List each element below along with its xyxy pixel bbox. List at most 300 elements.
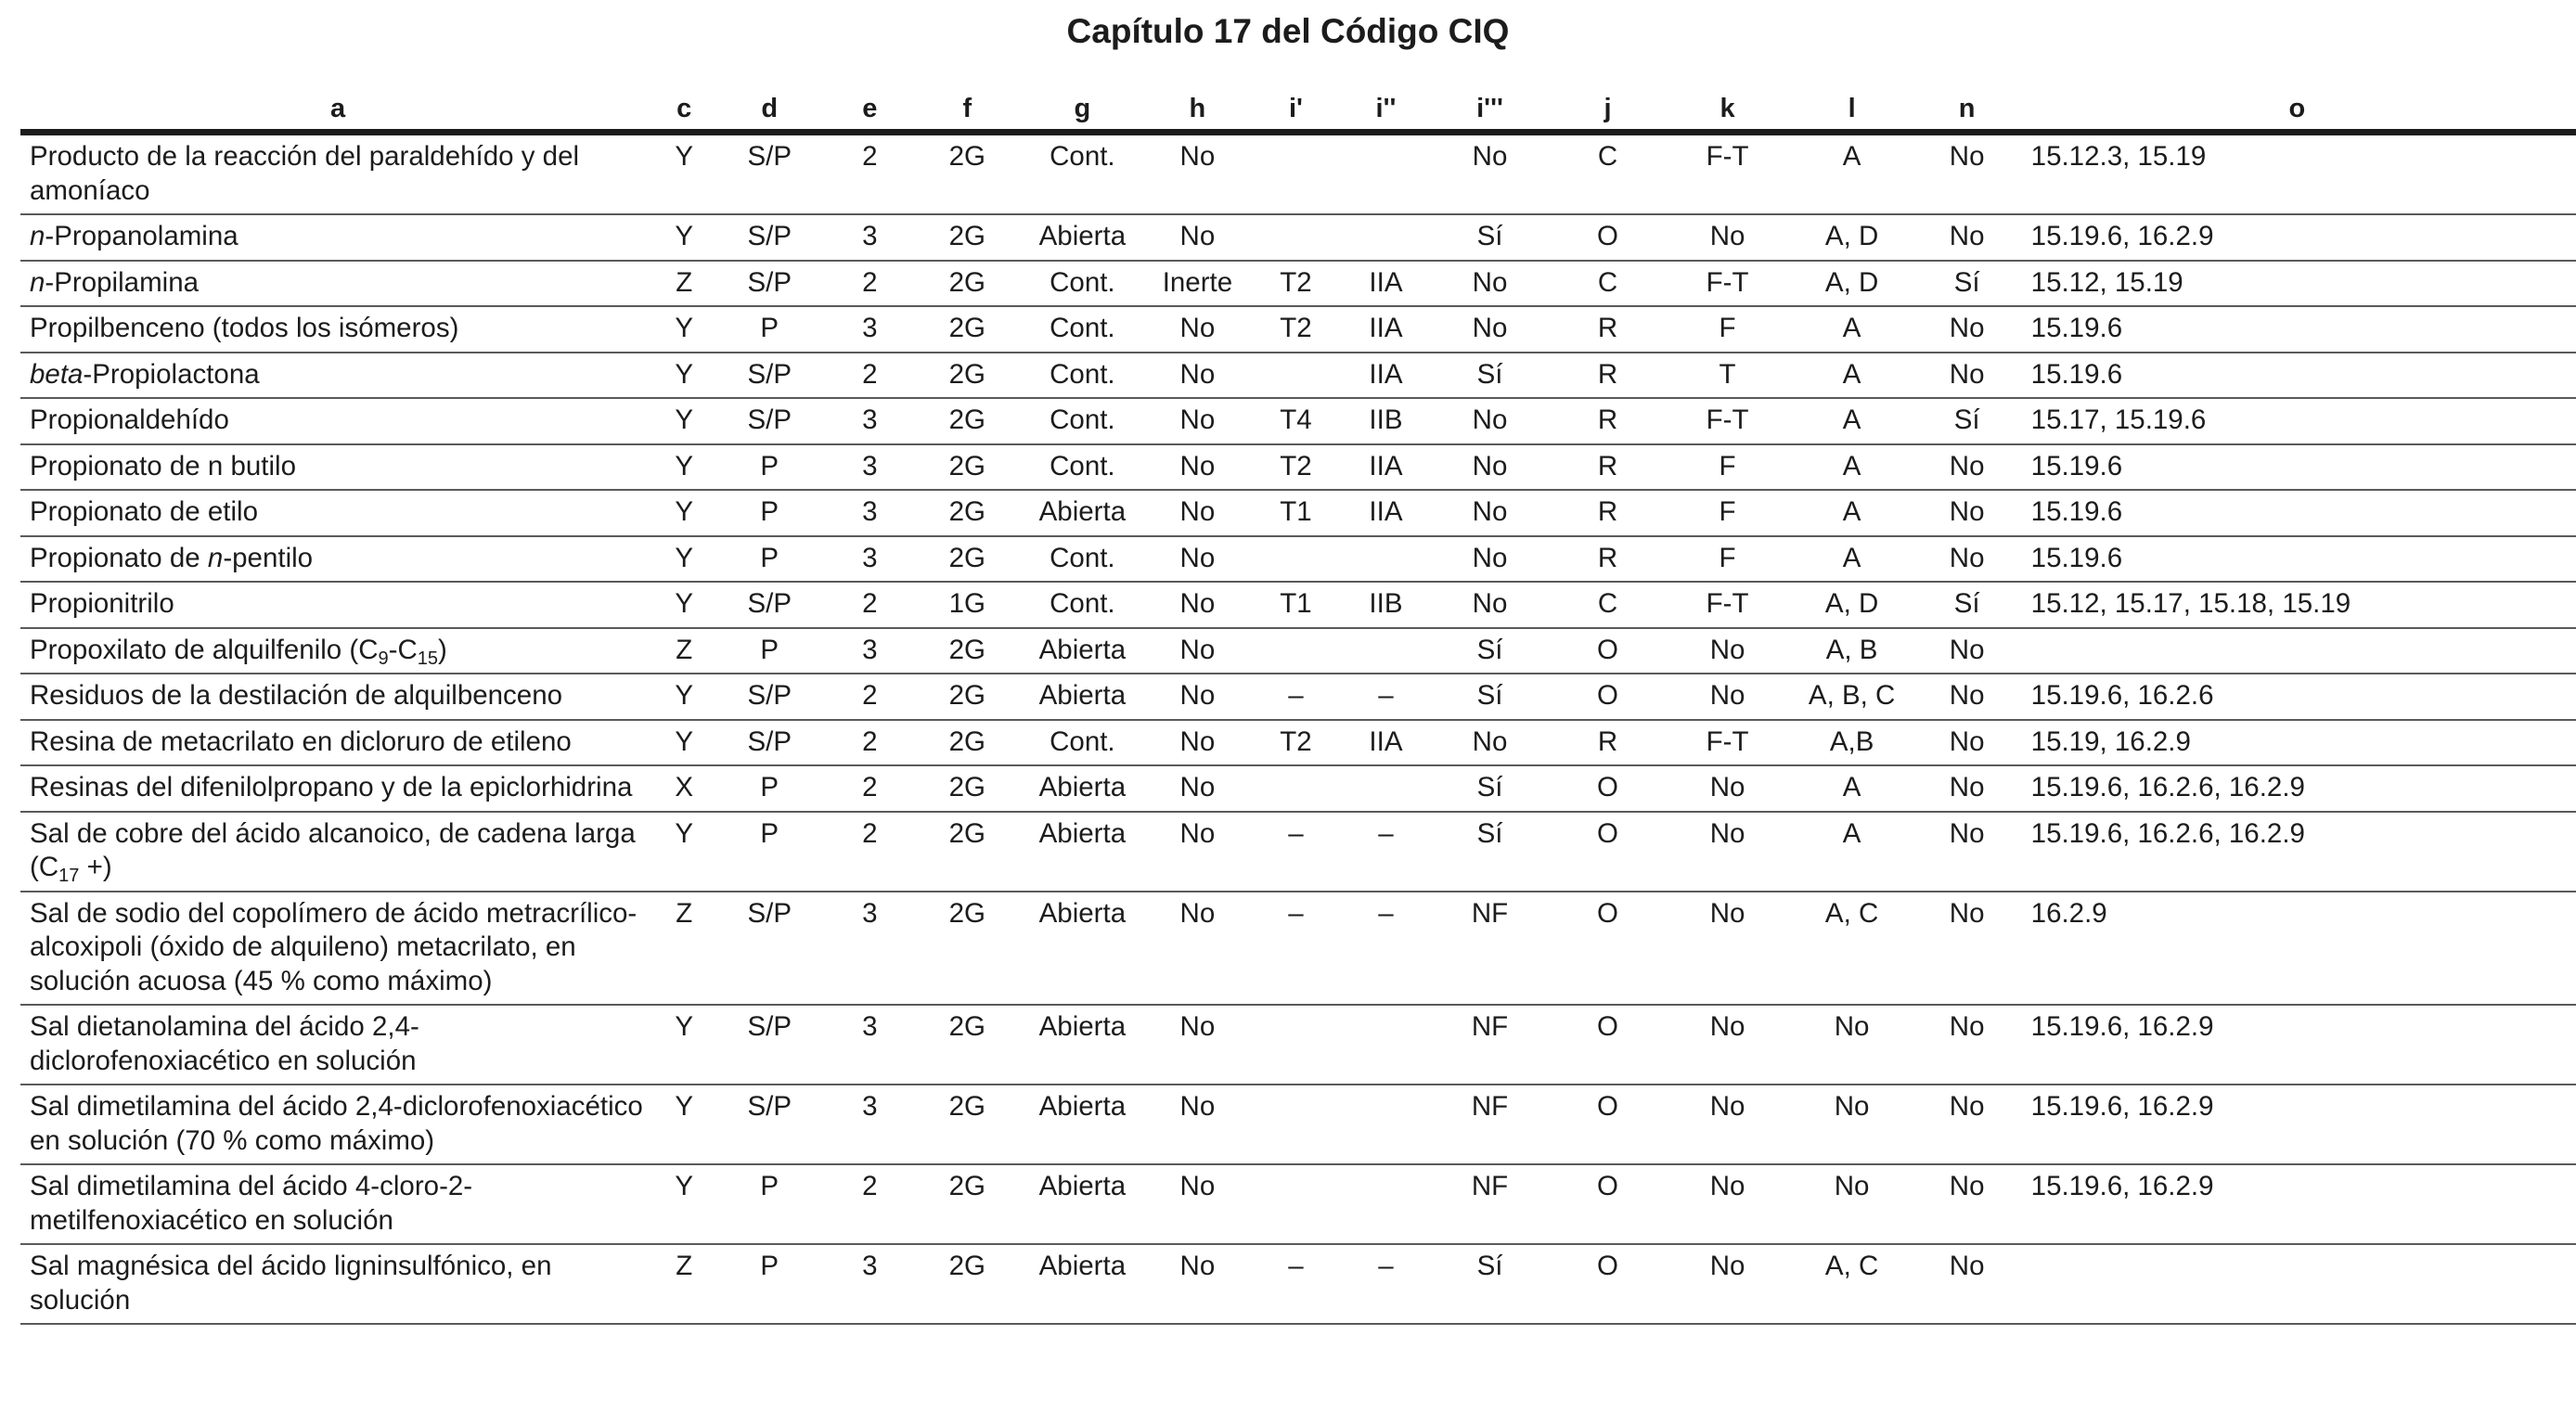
table-cell-i1 [1251, 536, 1340, 583]
table-cell-j: O [1549, 628, 1668, 674]
table-cell-j: R [1549, 353, 1668, 399]
table-cell-n: No [1916, 353, 2018, 399]
table-cell-h: Inerte [1143, 261, 1251, 307]
table-cell-g: Cont. [1021, 444, 1143, 491]
table-cell-i1 [1251, 353, 1340, 399]
table-cell-i2 [1340, 1005, 1431, 1085]
table-cell-f: 2G [913, 720, 1021, 766]
table-cell-i3: Sí [1431, 214, 1548, 261]
table-cell-n: No [1916, 133, 2018, 215]
table-cell-h: No [1143, 353, 1251, 399]
product-name-cell: Sal dietanolamina del ácido 2,4-diclorofenoxiacético en solución [20, 1005, 655, 1085]
table-cell-j: C [1549, 133, 1668, 215]
table-cell-l: A [1788, 812, 1916, 892]
table-cell-c: Y [655, 306, 713, 353]
table-cell-i1 [1251, 133, 1340, 215]
table-cell-i1: – [1251, 892, 1340, 1006]
table-cell-i1: T1 [1251, 490, 1340, 536]
table-row [20, 628, 2576, 674]
table-cell-g: Abierta [1021, 1005, 1143, 1085]
table-cell-i2: IIA [1340, 306, 1431, 353]
table-cell-l: A [1788, 398, 1916, 444]
product-name-cell: Sal dimetilamina del ácido 2,4-diclorofenoxiacético en solución (70 % como máximo) [20, 1085, 655, 1164]
table-cell-c: Z [655, 892, 713, 1006]
product-name-cell: Producto de la reacción del paraldehído y del amoníaco [20, 133, 655, 215]
regulation-refs-cell: 15.19.6 [2018, 444, 2576, 491]
table-cell-i3: No [1431, 720, 1548, 766]
table-cell-i1 [1251, 214, 1340, 261]
table-cell-l: A [1788, 353, 1916, 399]
table-row [20, 353, 2576, 399]
table-cell-j: R [1549, 398, 1668, 444]
product-name-cell: Propionato de etilo [20, 490, 655, 536]
table-cell-f: 2G [913, 214, 1021, 261]
table-cell-e: 3 [826, 892, 913, 1006]
table-cell-i2 [1340, 628, 1431, 674]
table-cell-d: P [713, 1164, 826, 1244]
column-header: i'' [1340, 83, 1431, 133]
cargo-table [20, 83, 2576, 1325]
regulation-refs-cell: 15.19.6, 16.2.6, 16.2.9 [2018, 812, 2576, 892]
table-header-row [20, 83, 2576, 133]
column-header: d [713, 83, 826, 133]
table-cell-j: C [1549, 582, 1668, 628]
table-cell-i3: Sí [1431, 353, 1548, 399]
table-body [20, 133, 2576, 1325]
table-cell-h: No [1143, 490, 1251, 536]
table-cell-j: O [1549, 765, 1668, 812]
table-cell-i3: No [1431, 261, 1548, 307]
table-cell-i2: IIA [1340, 261, 1431, 307]
table-cell-n: No [1916, 674, 2018, 720]
table-cell-i2: – [1340, 1244, 1431, 1324]
table-cell-f: 2G [913, 490, 1021, 536]
table-cell-c: Y [655, 1005, 713, 1085]
regulation-refs-cell: 15.19.6, 16.2.9 [2018, 214, 2576, 261]
table-cell-d: P [713, 628, 826, 674]
table-cell-d: P [713, 765, 826, 812]
product-name-cell: Sal magnésica del ácido ligninsulfónico, en solución [20, 1244, 655, 1324]
table-row [20, 582, 2576, 628]
table-cell-l: A, C [1788, 1244, 1916, 1324]
table-cell-f: 2G [913, 398, 1021, 444]
product-name-cell: Sal de sodio del copolímero de ácido metracrílico-alcoxipoli (óxido de alquileno) metacrilato, en solución acuosa (45 % como máximo) [20, 892, 655, 1006]
table-cell-c: Y [655, 214, 713, 261]
table-cell-d: P [713, 1244, 826, 1324]
table-cell-h: No [1143, 214, 1251, 261]
table-cell-d: P [713, 306, 826, 353]
table-row [20, 214, 2576, 261]
table-cell-f: 2G [913, 133, 1021, 215]
table-cell-d: S/P [713, 353, 826, 399]
table-cell-c: Y [655, 1164, 713, 1244]
table-cell-k: No [1668, 674, 1788, 720]
product-name-cell: n-Propilamina [20, 261, 655, 307]
table-cell-j: O [1549, 1244, 1668, 1324]
table-row [20, 812, 2576, 892]
table-row [20, 398, 2576, 444]
table-cell-i1 [1251, 765, 1340, 812]
table-cell-l: A, B [1788, 628, 1916, 674]
table-cell-n: No [1916, 536, 2018, 583]
table-cell-k: No [1668, 1164, 1788, 1244]
table-cell-i1: T1 [1251, 582, 1340, 628]
table-cell-h: No [1143, 133, 1251, 215]
table-cell-i2 [1340, 536, 1431, 583]
table-cell-k: No [1668, 812, 1788, 892]
table-cell-h: No [1143, 812, 1251, 892]
table-cell-i2 [1340, 1164, 1431, 1244]
column-header: n [1916, 83, 2018, 133]
table-cell-i3: No [1431, 306, 1548, 353]
page-title: Capítulo 17 del Código CIQ [1066, 12, 1510, 50]
table-cell-j: O [1549, 812, 1668, 892]
table-cell-h: No [1143, 536, 1251, 583]
table-cell-g: Cont. [1021, 582, 1143, 628]
table-cell-i1 [1251, 1005, 1340, 1085]
table-cell-g: Cont. [1021, 353, 1143, 399]
table-cell-i3: No [1431, 444, 1548, 491]
table-cell-h: No [1143, 1085, 1251, 1164]
table-cell-e: 3 [826, 628, 913, 674]
table-cell-g: Cont. [1021, 536, 1143, 583]
table-cell-k: F [1668, 536, 1788, 583]
table-cell-l: A, D [1788, 582, 1916, 628]
regulation-refs-cell: 15.19.6 [2018, 353, 2576, 399]
table-cell-i3: Sí [1431, 1244, 1548, 1324]
table-cell-f: 2G [913, 765, 1021, 812]
table-row [20, 1085, 2576, 1164]
table-cell-f: 2G [913, 1085, 1021, 1164]
table-cell-i1: T2 [1251, 306, 1340, 353]
table-cell-d: S/P [713, 892, 826, 1006]
table-cell-e: 2 [826, 1164, 913, 1244]
column-header: i' [1251, 83, 1340, 133]
table-cell-n: No [1916, 1164, 2018, 1244]
table-cell-g: Abierta [1021, 674, 1143, 720]
table-cell-h: No [1143, 582, 1251, 628]
table-cell-i3: NF [1431, 1005, 1548, 1085]
product-name-cell: Sal dimetilamina del ácido 4-cloro-2-metilfenoxiacético en solución [20, 1164, 655, 1244]
table-cell-i1: T2 [1251, 261, 1340, 307]
table-cell-i2: IIB [1340, 398, 1431, 444]
column-header: a [20, 83, 655, 133]
table-cell-j: O [1549, 674, 1668, 720]
product-name-cell: Propionitrilo [20, 582, 655, 628]
table-cell-g: Abierta [1021, 628, 1143, 674]
table-cell-h: No [1143, 892, 1251, 1006]
column-header: o [2018, 83, 2576, 133]
product-name-cell: Residuos de la destilación de alquilbenceno [20, 674, 655, 720]
table-cell-f: 2G [913, 628, 1021, 674]
table-cell-f: 2G [913, 306, 1021, 353]
table-cell-n: No [1916, 812, 2018, 892]
table-cell-c: Y [655, 133, 713, 215]
table-cell-h: No [1143, 720, 1251, 766]
table-cell-k: F [1668, 444, 1788, 491]
product-name-cell: Resinas del difenilolpropano y de la epiclorhidrina [20, 765, 655, 812]
table-cell-i3: No [1431, 582, 1548, 628]
table-cell-g: Cont. [1021, 720, 1143, 766]
regulation-refs-cell: 15.19.6 [2018, 490, 2576, 536]
table-cell-n: No [1916, 214, 2018, 261]
table-cell-k: F-T [1668, 261, 1788, 307]
table-cell-j: O [1549, 214, 1668, 261]
table-cell-e: 2 [826, 812, 913, 892]
regulation-refs-cell [2018, 628, 2576, 674]
table-cell-k: F [1668, 306, 1788, 353]
table-cell-k: No [1668, 1244, 1788, 1324]
table-cell-i1 [1251, 1085, 1340, 1164]
table-row [20, 306, 2576, 353]
table-cell-e: 2 [826, 353, 913, 399]
table-cell-i3: Sí [1431, 765, 1548, 812]
table-cell-g: Abierta [1021, 1164, 1143, 1244]
table-cell-i3: No [1431, 398, 1548, 444]
table-cell-h: No [1143, 628, 1251, 674]
product-name-cell: n-Propanolamina [20, 214, 655, 261]
table-row [20, 765, 2576, 812]
regulation-refs-cell: 15.19.6 [2018, 536, 2576, 583]
table-cell-f: 1G [913, 582, 1021, 628]
regulation-refs-cell: 15.12, 15.17, 15.18, 15.19 [2018, 582, 2576, 628]
table-cell-e: 3 [826, 1244, 913, 1324]
regulation-refs-cell: 15.19.6, 16.2.6, 16.2.9 [2018, 765, 2576, 812]
table-row [20, 1005, 2576, 1085]
table-cell-e: 3 [826, 1085, 913, 1164]
table-cell-k: F-T [1668, 582, 1788, 628]
table-cell-c: Y [655, 1085, 713, 1164]
table-cell-l: A [1788, 490, 1916, 536]
table-cell-g: Abierta [1021, 892, 1143, 1006]
table-cell-l: A [1788, 306, 1916, 353]
table-row [20, 674, 2576, 720]
table-cell-i3: Sí [1431, 628, 1548, 674]
table-cell-l: A,B [1788, 720, 1916, 766]
table-cell-i2: IIA [1340, 444, 1431, 491]
table-cell-c: Y [655, 536, 713, 583]
table-cell-n: Sí [1916, 582, 2018, 628]
table-cell-d: S/P [713, 1005, 826, 1085]
table-cell-c: Y [655, 812, 713, 892]
table-cell-g: Cont. [1021, 261, 1143, 307]
table-cell-j: O [1549, 892, 1668, 1006]
table-cell-l: A, D [1788, 261, 1916, 307]
table-cell-f: 2G [913, 674, 1021, 720]
regulation-refs-cell [2018, 1244, 2576, 1324]
table-cell-h: No [1143, 674, 1251, 720]
table-cell-k: T [1668, 353, 1788, 399]
table-cell-n: No [1916, 720, 2018, 766]
table-cell-h: No [1143, 444, 1251, 491]
product-name-cell: Propionato de n butilo [20, 444, 655, 491]
table-cell-h: No [1143, 1164, 1251, 1244]
table-cell-l: A [1788, 444, 1916, 491]
regulation-refs-cell: 16.2.9 [2018, 892, 2576, 1006]
table-cell-e: 3 [826, 1005, 913, 1085]
table-cell-e: 3 [826, 490, 913, 536]
table-cell-k: F-T [1668, 133, 1788, 215]
table-cell-l: A, B, C [1788, 674, 1916, 720]
regulation-refs-cell: 15.19.6, 16.2.9 [2018, 1085, 2576, 1164]
table-cell-j: R [1549, 444, 1668, 491]
table-cell-i1 [1251, 1164, 1340, 1244]
product-name-cell: Propionato de n-pentilo [20, 536, 655, 583]
column-header: i''' [1431, 83, 1548, 133]
table-cell-n: Sí [1916, 261, 2018, 307]
table-cell-l: A, D [1788, 214, 1916, 261]
product-name-cell: Resina de metacrilato en dicloruro de etileno [20, 720, 655, 766]
table-cell-l: A [1788, 133, 1916, 215]
column-header: l [1788, 83, 1916, 133]
regulation-refs-cell: 15.19.6 [2018, 306, 2576, 353]
table-cell-n: No [1916, 892, 2018, 1006]
table-cell-l: No [1788, 1164, 1916, 1244]
table-cell-k: F-T [1668, 720, 1788, 766]
table-cell-i2 [1340, 214, 1431, 261]
table-cell-k: No [1668, 214, 1788, 261]
table-cell-c: Y [655, 398, 713, 444]
table-cell-k: No [1668, 765, 1788, 812]
table-cell-k: No [1668, 1005, 1788, 1085]
table-cell-i3: No [1431, 133, 1548, 215]
table-cell-i3: NF [1431, 1164, 1548, 1244]
table-cell-i3: Sí [1431, 674, 1548, 720]
table-cell-j: C [1549, 261, 1668, 307]
table-cell-h: No [1143, 1005, 1251, 1085]
table-cell-f: 2G [913, 1244, 1021, 1324]
table-cell-c: Y [655, 720, 713, 766]
table-cell-k: No [1668, 1085, 1788, 1164]
table-cell-i2: – [1340, 812, 1431, 892]
table-cell-g: Abierta [1021, 214, 1143, 261]
table-cell-j: R [1549, 536, 1668, 583]
table-cell-l: A [1788, 765, 1916, 812]
table-cell-l: A [1788, 536, 1916, 583]
regulation-refs-cell: 15.19, 16.2.9 [2018, 720, 2576, 766]
table-row [20, 720, 2576, 766]
table-cell-i2: IIA [1340, 353, 1431, 399]
table-cell-n: No [1916, 628, 2018, 674]
table-cell-f: 2G [913, 536, 1021, 583]
table-cell-i1: – [1251, 674, 1340, 720]
table-cell-c: Y [655, 490, 713, 536]
table-cell-i2: – [1340, 674, 1431, 720]
regulation-refs-cell: 15.12, 15.19 [2018, 261, 2576, 307]
table-cell-e: 2 [826, 582, 913, 628]
table-cell-e: 3 [826, 214, 913, 261]
table-cell-g: Cont. [1021, 306, 1143, 353]
table-cell-i1: – [1251, 812, 1340, 892]
table-cell-h: No [1143, 765, 1251, 812]
regulation-refs-cell: 15.17, 15.19.6 [2018, 398, 2576, 444]
table-row [20, 133, 2576, 215]
table-cell-g: Cont. [1021, 398, 1143, 444]
table-cell-i3: NF [1431, 1085, 1548, 1164]
table-cell-l: A, C [1788, 892, 1916, 1006]
table-cell-i2: IIB [1340, 582, 1431, 628]
table-cell-g: Abierta [1021, 490, 1143, 536]
table-row [20, 892, 2576, 1006]
table-cell-c: Z [655, 628, 713, 674]
column-header: c [655, 83, 713, 133]
table-row [20, 536, 2576, 583]
table-cell-c: Y [655, 674, 713, 720]
table-cell-i2: IIA [1340, 490, 1431, 536]
table-row [20, 261, 2576, 307]
table-cell-g: Abierta [1021, 1085, 1143, 1164]
table-cell-d: S/P [713, 261, 826, 307]
table-cell-c: X [655, 765, 713, 812]
table-row [20, 490, 2576, 536]
table-cell-f: 2G [913, 812, 1021, 892]
table-cell-f: 2G [913, 353, 1021, 399]
table-cell-i1: T2 [1251, 444, 1340, 491]
column-header: h [1143, 83, 1251, 133]
table-cell-c: Z [655, 1244, 713, 1324]
regulation-refs-cell: 15.19.6, 16.2.6 [2018, 674, 2576, 720]
table-cell-d: P [713, 444, 826, 491]
table-cell-i2: IIA [1340, 720, 1431, 766]
table-cell-i1: T2 [1251, 720, 1340, 766]
table-cell-d: S/P [713, 1085, 826, 1164]
table-cell-c: Y [655, 353, 713, 399]
table-cell-n: No [1916, 1085, 2018, 1164]
table-cell-k: No [1668, 628, 1788, 674]
table-cell-e: 2 [826, 674, 913, 720]
table-cell-j: O [1549, 1085, 1668, 1164]
table-cell-h: No [1143, 398, 1251, 444]
table-cell-i2 [1340, 765, 1431, 812]
table-row [20, 444, 2576, 491]
table-cell-e: 3 [826, 398, 913, 444]
table-cell-i3: No [1431, 490, 1548, 536]
table-cell-j: R [1549, 720, 1668, 766]
table-cell-f: 2G [913, 261, 1021, 307]
table-cell-n: No [1916, 765, 2018, 812]
table-row [20, 1244, 2576, 1324]
table-cell-k: No [1668, 892, 1788, 1006]
table-cell-n: No [1916, 1005, 2018, 1085]
table-cell-j: O [1549, 1005, 1668, 1085]
table-cell-g: Abierta [1021, 812, 1143, 892]
table-cell-g: Abierta [1021, 765, 1143, 812]
table-cell-d: P [713, 812, 826, 892]
table-cell-i1: – [1251, 1244, 1340, 1324]
table-cell-g: Abierta [1021, 1244, 1143, 1324]
product-name-cell: Sal de cobre del ácido alcanoico, de cadena larga ($C_{17}$ +) [20, 812, 655, 892]
table-cell-j: R [1549, 306, 1668, 353]
regulation-refs-cell: 15.19.6, 16.2.9 [2018, 1005, 2576, 1085]
table-row [20, 1164, 2576, 1244]
product-name-cell: Propoxilato de alquilfenilo $(C_9-C_{15})$ [20, 628, 655, 674]
table-cell-i3: Sí [1431, 812, 1548, 892]
table-cell-l: No [1788, 1005, 1916, 1085]
table-cell-d: S/P [713, 398, 826, 444]
table-cell-d: S/P [713, 674, 826, 720]
table-cell-j: R [1549, 490, 1668, 536]
product-name-cell: Propilbenceno (todos los isómeros) [20, 306, 655, 353]
table-cell-i1: T4 [1251, 398, 1340, 444]
table-cell-i1 [1251, 628, 1340, 674]
product-name-cell: Propionaldehído [20, 398, 655, 444]
table-cell-e: 3 [826, 444, 913, 491]
table-cell-d: S/P [713, 582, 826, 628]
table-cell-g: Cont. [1021, 133, 1143, 215]
table-cell-f: 2G [913, 892, 1021, 1006]
table-cell-d: S/P [713, 133, 826, 215]
table-cell-f: 2G [913, 444, 1021, 491]
